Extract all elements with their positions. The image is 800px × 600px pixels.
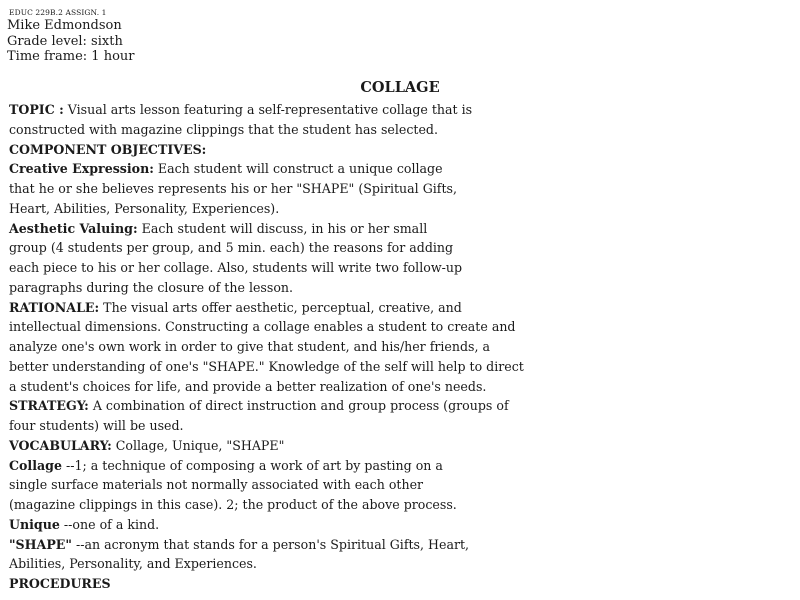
line-text: Each student will construct a unique collage xyxy=(153,161,443,177)
author-name: Mike Edmondson xyxy=(7,18,122,33)
line-text: analyze one's own work in order to give that student, and his/her friends, a xyxy=(9,339,491,354)
rationale-line-4 xyxy=(9,357,569,377)
course-code: EDUC 229B.2 ASSIGN. 1 xyxy=(9,8,107,17)
strategy-line-1 xyxy=(9,396,569,416)
grade-level: Grade level: sixth xyxy=(7,33,123,49)
procedures-heading xyxy=(9,574,569,594)
strategy-label: STRATEGY: xyxy=(9,398,89,414)
creative-expression-label: Creative Expression: xyxy=(9,161,154,177)
objectives-heading xyxy=(9,140,569,160)
rationale-label: RATIONALE: xyxy=(9,299,100,315)
aesthetic-valuing-line-4 xyxy=(9,278,569,298)
shape-definition-line-2 xyxy=(9,554,569,574)
topic-label: TOPIC : xyxy=(9,102,64,117)
line-text: group (4 students per group, and 5 min. each) the reasons for adding xyxy=(9,240,454,256)
rationale-line-3 xyxy=(9,337,569,357)
creative-expression-line-3 xyxy=(9,199,569,219)
line-text: --one of a kind. xyxy=(59,516,160,532)
aesthetic-valuing-label: Aesthetic Valuing: xyxy=(9,220,138,236)
aesthetic-valuing-line-2 xyxy=(9,238,569,258)
collage-definition-line-2 xyxy=(9,475,569,495)
rationale-line-2 xyxy=(9,317,569,337)
line-text: --an acronym that stands for a person's Spiritual Gifts, Heart, xyxy=(71,536,470,552)
creative-expression-line-2 xyxy=(9,179,569,199)
line-text: four students) will be used. xyxy=(9,418,184,433)
shape-term: "SHAPE" xyxy=(9,536,72,552)
line-text: that he or she believes represents his or her "SHAPE" (Spiritual Gifts, xyxy=(9,181,457,196)
document-header xyxy=(7,8,134,65)
unique-definition-line xyxy=(9,515,569,535)
line-text: Collage, Unique, "SHAPE" xyxy=(111,437,285,453)
line-text: (magazine clippings in this case). 2; the product of the above process. xyxy=(9,497,457,512)
line-text: Abilities, Personality, and Experiences. xyxy=(9,556,257,572)
line-text: The visual arts offer aesthetic, perceptual, creative, and xyxy=(99,299,462,315)
line-text: Heart, Abilities, Personality, Experiences). xyxy=(9,200,280,216)
topic-line-2 xyxy=(9,120,569,140)
shape-definition-line-1 xyxy=(9,535,569,555)
line-text: each piece to his or her collage. Also, students will write two follow-up xyxy=(9,260,463,275)
line-text: a student's choices for life, and provide a better realization of one's needs. xyxy=(9,378,487,394)
vocabulary-label: VOCABULARY: xyxy=(9,437,112,453)
strategy-line-2 xyxy=(9,416,569,436)
vocabulary-line xyxy=(9,436,569,456)
line-text: intellectual dimensions. Constructing a collage enables a student to create and xyxy=(9,319,516,335)
line-text: paragraphs during the closure of the lesson. xyxy=(9,279,294,295)
rationale-line-1 xyxy=(9,298,569,318)
document-title: COLLAGE xyxy=(360,79,440,96)
unique-term: Unique xyxy=(9,516,60,532)
aesthetic-valuing-line-3 xyxy=(9,258,569,278)
line-text: better understanding of one's "SHAPE." Knowledge of the self will help to direct xyxy=(9,358,524,374)
line-text: --1; a technique of composing a work of art by pasting on a xyxy=(61,457,443,473)
topic-line-1 xyxy=(9,100,569,120)
collage-definition-line-1 xyxy=(9,456,569,476)
line-text: Each student will discuss, in his or her small xyxy=(137,220,428,236)
creative-expression-line-1 xyxy=(9,159,569,179)
line-text: constructed with magazine clippings that the student has selected. xyxy=(9,121,438,137)
collage-definition-line-3 xyxy=(9,495,569,515)
section-heading: PROCEDURES xyxy=(9,576,111,591)
line-text: single surface materials not normally associated with each other xyxy=(9,477,424,493)
line-text: Visual arts lesson featuring a self-representative collage that is xyxy=(63,102,473,117)
rationale-line-5 xyxy=(9,377,569,397)
section-heading: COMPONENT OBJECTIVES: xyxy=(9,141,207,157)
time-frame: Time frame: 1 hour xyxy=(7,49,135,64)
line-text: A combination of direct instruction and group process (groups of xyxy=(88,398,509,414)
aesthetic-valuing-line-1 xyxy=(9,219,569,239)
collage-term: Collage xyxy=(9,457,62,473)
lesson-body xyxy=(9,100,569,594)
